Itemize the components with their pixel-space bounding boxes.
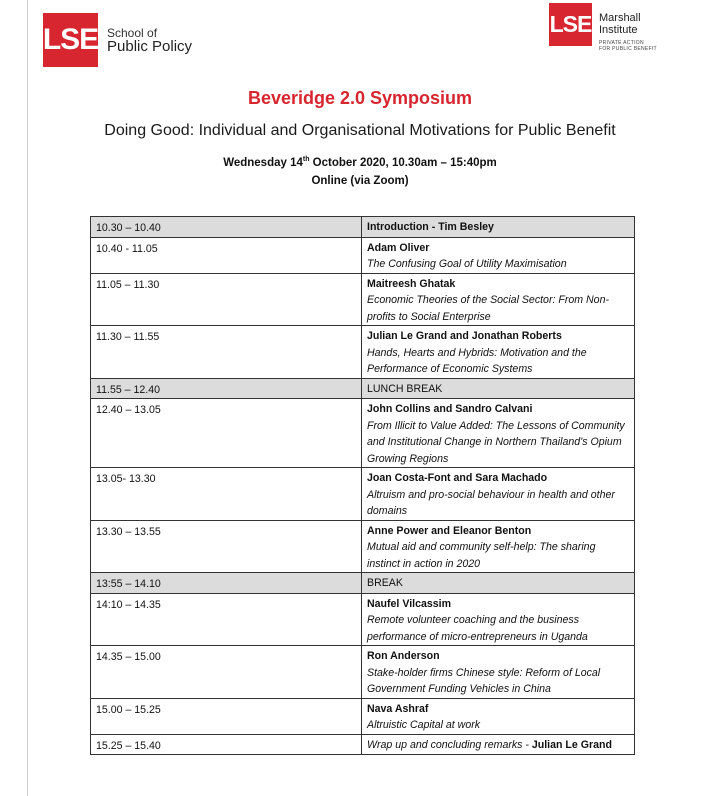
session-speaker: John Collins and Sandro Calvani xyxy=(367,403,533,415)
session-title xyxy=(367,256,629,273)
agenda-row xyxy=(91,326,635,379)
session-title-text: The Confusing Goal of Utility Maximisation xyxy=(367,258,567,270)
session-title-text: Altruism and pro-social behaviour in health and other domains xyxy=(367,488,615,517)
agenda-session xyxy=(362,468,635,521)
marshall-lse-logo: LSE xyxy=(549,3,592,46)
event-location: Online (via Zoom) xyxy=(311,175,409,187)
session-title xyxy=(367,292,629,325)
agenda-session xyxy=(362,217,635,238)
session-title-text: Mutual aid and community self-help: The sharing instinct in action in 2020 xyxy=(367,541,596,570)
agenda-session xyxy=(362,273,635,326)
agenda-row xyxy=(91,217,635,238)
agenda-session xyxy=(362,378,635,399)
school-line-1: School of xyxy=(107,26,158,40)
agenda-session xyxy=(362,520,635,573)
session-speaker: Naufel Vilcassim xyxy=(367,597,452,610)
session-speaker: Joan Costa-Font and Sara Machado xyxy=(367,472,548,484)
session-title xyxy=(367,539,629,572)
agenda-time: 13.05- 13.30 xyxy=(91,468,362,521)
agenda-time: 15.00 – 15.25 xyxy=(91,698,362,734)
agenda-time: 12.40 – 13.05 xyxy=(91,399,362,468)
session-title-text: Wrap up and concluding remarks - xyxy=(367,738,532,751)
agenda-row xyxy=(91,593,635,646)
lse-logo: LSE xyxy=(43,13,98,67)
marshall-tagline xyxy=(599,40,657,52)
agenda-body xyxy=(91,217,635,755)
agenda-session xyxy=(362,734,635,755)
session-speaker: Introduction - Tim Besley xyxy=(367,221,494,233)
session-speaker: LUNCH BREAK xyxy=(367,382,443,395)
agenda-time: 15.25 – 15.40 xyxy=(91,734,362,755)
agenda-row xyxy=(91,734,635,755)
agenda-row xyxy=(91,468,635,521)
session-speaker: Nava Ashraf xyxy=(367,702,429,715)
page-edge xyxy=(27,0,28,796)
agenda-session xyxy=(362,698,635,734)
agenda-time: 14:10 – 14.35 xyxy=(91,593,362,646)
agenda-row xyxy=(91,378,635,399)
session-title xyxy=(367,345,629,378)
agenda-time: 11.55 – 12.40 xyxy=(91,378,362,399)
session-title-text: Stake-holder firms Chinese style: Reform of Local Government Funding Vehicles in China xyxy=(367,666,601,695)
session-title-text: Altruistic Capital at work xyxy=(367,719,481,731)
marshall-tagline-1: PRIVATE ACTION xyxy=(599,40,644,46)
session-speaker: Adam Oliver xyxy=(367,241,430,254)
agenda-session xyxy=(362,646,635,699)
agenda-time: 10.30 – 10.40 xyxy=(91,217,362,238)
page-title: Beveridge 2.0 Symposium xyxy=(247,88,473,108)
session-title xyxy=(367,665,629,698)
agenda-row xyxy=(91,273,635,326)
date-prefix: Wednesday 14 xyxy=(223,156,303,169)
agenda-row xyxy=(91,646,635,699)
event-date xyxy=(0,156,720,169)
session-speaker: BREAK xyxy=(367,577,403,589)
session-title-text: Remote volunteer coaching and the business performance of micro-entrepreneurs in Uganda xyxy=(367,614,588,643)
date-suffix: th xyxy=(302,156,310,163)
agenda-session xyxy=(362,593,635,646)
session-speaker: Anne Power and Eleanor Benton xyxy=(367,524,532,537)
agenda-row xyxy=(91,573,635,594)
session-title xyxy=(367,487,629,520)
agenda-time: 10.40 - 11.05 xyxy=(91,237,362,273)
marshall-line-2: Institute xyxy=(599,24,638,36)
agenda-time: 14.35 – 15.00 xyxy=(91,646,362,699)
marshall-line-1: Marshall xyxy=(599,12,641,24)
agenda-time: 13.30 – 13.55 xyxy=(91,520,362,573)
marshall-tagline-2: FOR PUBLIC BENEFIT xyxy=(599,46,657,52)
session-title xyxy=(367,717,629,734)
session-speaker: Julian Le Grand and Jonathan Roberts xyxy=(367,330,562,342)
session-speaker: Julian Le Grand xyxy=(531,738,612,751)
agenda-session xyxy=(362,399,635,468)
school-line-2: Public Policy xyxy=(107,38,193,55)
session-speaker: Ron Anderson xyxy=(367,650,440,662)
date-rest: October 2020, 10.30am – 15:40pm xyxy=(309,156,497,169)
agenda-session xyxy=(362,326,635,379)
agenda-session xyxy=(362,237,635,273)
session-title xyxy=(367,737,629,754)
session-title xyxy=(367,612,629,645)
school-of-public-policy-label xyxy=(107,27,192,53)
session-title xyxy=(367,418,629,468)
agenda-table xyxy=(90,216,635,755)
agenda-time: 11.05 – 11.30 xyxy=(91,273,362,326)
page-subtitle: Doing Good: Individual and Organisational Motivations for Public Benefit xyxy=(104,122,616,139)
session-speaker: Maitreesh Ghatak xyxy=(367,277,456,290)
marshall-institute-label xyxy=(599,12,657,52)
agenda-row xyxy=(91,698,635,734)
agenda-row xyxy=(91,237,635,273)
session-title-text: Economic Theories of the Social Sector: From Non-profits to Social Enterprise xyxy=(367,294,609,323)
agenda-time: 13:55 – 14.10 xyxy=(91,573,362,594)
session-title-text: From Illicit to Value Added: The Lessons of Community and Institutional Change in Northern Thailand's Opium Growing Regions xyxy=(367,419,625,465)
session-title-text: Hands, Hearts and Hybrids: Motivation and the Performance of Economic Systems xyxy=(367,346,587,375)
agenda-time: 11.30 – 11.55 xyxy=(91,326,362,379)
agenda-row xyxy=(91,520,635,573)
agenda-row xyxy=(91,399,635,468)
agenda-session xyxy=(362,573,635,594)
